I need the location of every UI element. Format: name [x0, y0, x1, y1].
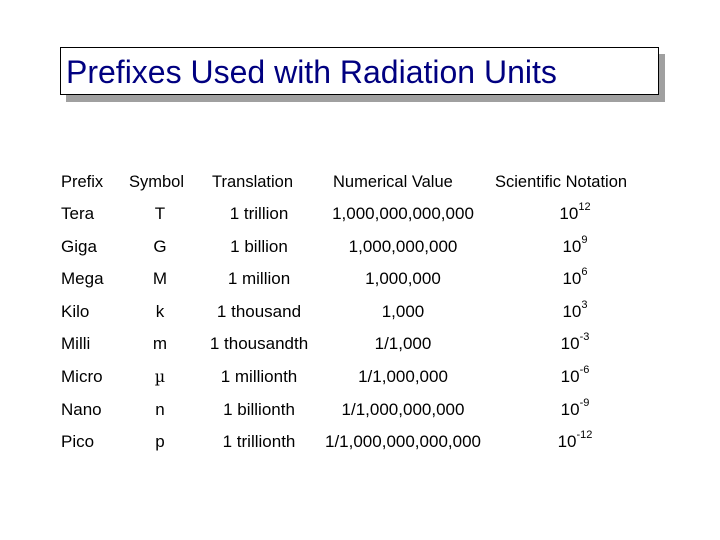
cell-symbol: n — [155, 400, 165, 419]
cell-translation: 1 million — [227, 269, 291, 288]
notation-exponent: -9 — [579, 397, 590, 410]
cell-translation: 1 trillion — [229, 204, 289, 223]
cell-translation: 1 trillionth — [222, 432, 296, 451]
notation-base: 10 — [560, 334, 580, 353]
notation-base: 10 — [560, 400, 580, 419]
cell-scientific-notation — [525, 429, 625, 452]
cell-numerical-value: 1,000,000,000 — [348, 237, 458, 256]
cell-translation: 1 millionth — [220, 367, 298, 386]
notation-base: 10 — [562, 269, 582, 288]
notation-base: 10 — [559, 204, 579, 223]
cell-symbol: G — [153, 237, 167, 256]
notation-exponent: -12 — [576, 429, 593, 442]
notation-base: 10 — [557, 432, 577, 451]
notation-base: 10 — [562, 237, 582, 256]
notation-base: 10 — [562, 302, 582, 321]
notation-base: 10 — [560, 367, 580, 386]
cell-translation: 1 thousandth — [209, 334, 309, 353]
cell-symbol: µ — [154, 367, 166, 386]
cell-numerical-value: 1,000,000 — [365, 269, 441, 288]
page-title: Prefixes Used with Radiation Units — [66, 54, 557, 90]
cell-symbol: k — [155, 302, 165, 321]
cell-numerical-value: 1/1,000,000,000 — [341, 400, 465, 419]
cell-prefix: Milli — [61, 334, 91, 353]
cell-translation: 1 billion — [230, 237, 288, 256]
cell-scientific-notation — [525, 299, 625, 322]
notation-exponent: -3 — [579, 331, 590, 344]
cell-numerical-value: 1,000,000,000,000 — [332, 204, 474, 223]
cell-scientific-notation — [525, 364, 625, 387]
cell-translation: 1 billionth — [223, 400, 295, 419]
cell-scientific-notation — [525, 266, 625, 289]
cell-numerical-value: 1/1,000 — [374, 334, 432, 353]
cell-symbol: M — [152, 269, 168, 288]
cell-symbol: p — [155, 432, 165, 451]
cell-scientific-notation — [525, 201, 625, 224]
notation-exponent: 3 — [581, 299, 588, 312]
header-symbol: Symbol — [129, 173, 185, 191]
header-numerical-value: Numerical Value — [333, 173, 453, 191]
cell-translation: 1 thousand — [216, 302, 302, 321]
cell-prefix: Nano — [61, 400, 102, 419]
cell-symbol: m — [152, 334, 168, 353]
notation-exponent: 12 — [578, 201, 591, 214]
header-scientific-notation: Scientific Notation — [495, 173, 628, 191]
cell-prefix: Kilo — [61, 302, 90, 321]
title-box — [60, 47, 659, 95]
notation-exponent: 9 — [581, 234, 588, 247]
header-translation: Translation — [212, 173, 294, 191]
cell-numerical-value: 1/1,000,000 — [358, 367, 448, 386]
notation-exponent: 6 — [581, 266, 588, 279]
cell-prefix: Micro — [61, 367, 103, 386]
cell-prefix: Pico — [61, 432, 95, 451]
notation-exponent: -6 — [579, 364, 590, 377]
cell-prefix: Tera — [61, 204, 95, 223]
cell-prefix: Mega — [61, 269, 104, 288]
cell-prefix: Giga — [61, 237, 97, 256]
cell-numerical-value: 1/1,000,000,000,000 — [325, 432, 481, 451]
header-prefix: Prefix — [61, 173, 104, 191]
cell-scientific-notation — [525, 397, 625, 420]
cell-symbol: T — [154, 204, 166, 223]
cell-numerical-value: 1,000 — [381, 302, 425, 321]
cell-scientific-notation — [525, 331, 625, 354]
cell-scientific-notation — [525, 234, 625, 257]
